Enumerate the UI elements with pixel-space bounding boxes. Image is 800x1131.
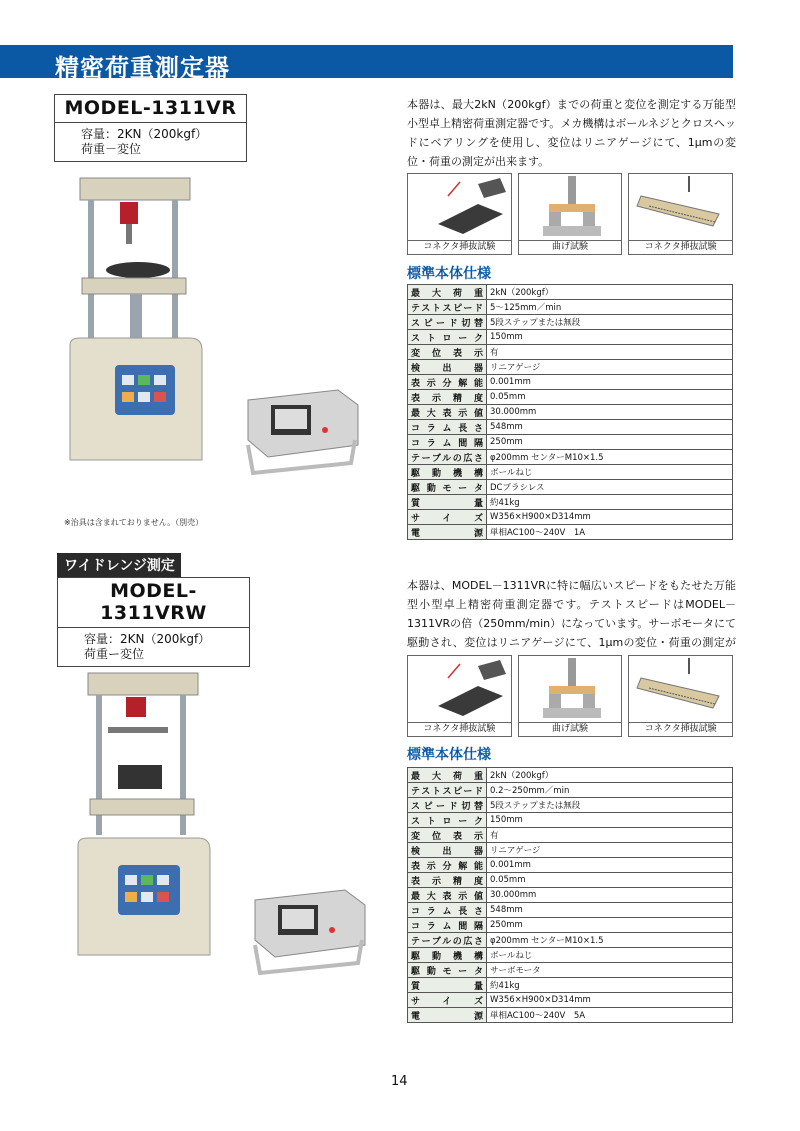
test-caption: コネクタ挿抜試験 [629,240,732,254]
spec-value: 0.05mm [487,390,733,405]
spec-value: φ200mm センターM10×1.5 [487,450,733,465]
spec-row [408,798,733,813]
spec-key: 電源 [408,1008,487,1023]
test-connector-1 [407,655,512,737]
spec-key: 検出器 [408,843,487,858]
spec-value: 150mm [487,813,733,828]
spec-key: テーブルの広さ [408,450,487,465]
description-1311vrw: 本器は、MODEL－1311VRに特に幅広いスピードをもたせた万能型小型卓上精密荷重測定器です。テストスピードはMODEL－1311VRの倍（250mm/min）になっています。サーボモータにて駆動され、変位はリニアゲージにて、1μmの変位・荷重の測定が [407,579,736,649]
spec-value: 30.000mm [487,888,733,903]
spec-row [408,918,733,933]
spec-value: 250mm [487,435,733,450]
spec-value: 5段ステップまたは無段 [487,315,733,330]
spec-key: テストスピード [408,783,487,798]
model-name: MODEL-1311VR [55,95,246,123]
spec-key: 表示精度 [408,390,487,405]
spec-value: 約41kg [487,978,733,993]
spec-value: 有 [487,828,733,843]
page-title: 精密荷重測定器 [55,54,230,82]
page-number: 14 [391,1074,408,1089]
spec-key: 最大表示値 [408,405,487,420]
spec-value: 250mm [487,918,733,933]
spec-key: 最大表示値 [408,888,487,903]
spec-value: 150mm [487,330,733,345]
spec-row [408,828,733,843]
page-title-bar [0,45,733,82]
spec-key: 表示分解能 [408,858,487,873]
spec-row [408,963,733,978]
spec-value: 2kN（200kgf） [487,768,733,783]
spec-key: 表示精度 [408,873,487,888]
spec-key: ストローク [408,330,487,345]
spec-row [408,888,733,903]
spec-key: スピード切替 [408,315,487,330]
spec-key: ストローク [408,813,487,828]
spec-row [408,465,733,480]
test-caption: コネクタ挿抜試験 [408,240,511,254]
spec-key: サイズ [408,993,487,1008]
model-box-1311vr [54,94,247,162]
test-bending-1 [518,655,623,737]
spec-row [408,873,733,888]
spec-row [408,858,733,873]
spec-row [408,813,733,828]
spec-row [408,768,733,783]
test-caption: コネクタ挿抜試験 [629,722,732,736]
spec-key: コラム間隔 [408,435,487,450]
spec-value: φ200mm センターM10×1.5 [487,933,733,948]
spec-value: ボールねじ [487,465,733,480]
spec-key: 駆動モータ [408,963,487,978]
machine-photo-1311vrw [68,665,218,965]
test-images-2 [407,655,733,737]
spec-key: サイズ [408,510,487,525]
spec-key: 表示分解能 [408,375,487,390]
spec-row [408,345,733,360]
spec-value: 単相AC100〜240V 1A [487,525,733,540]
spec-row [408,993,733,1008]
spec-row [408,315,733,330]
spec-row [408,450,733,465]
test-caption: 曲げ試験 [519,240,622,254]
spec-value: W356×H900×D314mm [487,993,733,1008]
spec-value: 548mm [487,903,733,918]
spec-key: 変位表示 [408,828,487,843]
model-box-1311vrw [57,577,250,667]
spec-key: テーブルの広さ [408,933,487,948]
spec-value: 5段ステップまたは無段 [487,798,733,813]
spec-row [408,405,733,420]
test-caption: 曲げ試験 [519,722,622,736]
spec-row [408,903,733,918]
spec-value: 約41kg [487,495,733,510]
spec-value: 0.001mm [487,375,733,390]
spec-value: リニアゲージ [487,360,733,375]
spec-row [408,978,733,993]
description-1311vr: 本器は、最大2kN（200kgf）までの荷重と変位を測定する万能型小型卓上精密荷重測定器です。メカ機構はボールネジとクロスヘッドにベアリングを使用し、変位はリニアゲージにて、1μmの変位・荷重の測定が出来ます。 [407,98,736,168]
capacity-text: 容量：2KN（200kgf） [81,127,208,141]
capacity-text: 容量：2KN（200kgf） [84,632,211,646]
spec-key: 駆動機構 [408,948,487,963]
spec-key: 駆動モータ [408,480,487,495]
spec-row [408,375,733,390]
spec-title-1: 標準本体仕様 [407,266,491,282]
spec-value: 単相AC100〜240V 5A [487,1008,733,1023]
spec-row [408,948,733,963]
spec-key: 最大荷重 [408,768,487,783]
spec-row [408,843,733,858]
measure-text: 荷重－変位 [81,142,142,156]
spec-row [408,480,733,495]
test-connector-2 [628,173,733,255]
spec-table-1311vrw [407,767,733,1023]
spec-key: コラム間隔 [408,918,487,933]
spec-row [408,525,733,540]
controller-photo-1 [243,385,363,480]
spec-key: 駆動機構 [408,465,487,480]
spec-key: 変位表示 [408,345,487,360]
jig-note: ※治具は含まれておりません。（別売） [64,518,204,527]
spec-key: 検出器 [408,360,487,375]
spec-table-1311vr [407,284,733,540]
test-bending-1 [518,173,623,255]
spec-key: 質量 [408,495,487,510]
test-images-1 [407,173,733,255]
spec-value: 有 [487,345,733,360]
spec-row [408,300,733,315]
controller-photo-2 [250,885,370,980]
spec-row [408,330,733,345]
spec-key: スピード切替 [408,798,487,813]
wide-range-badge: ワイドレンジ測定 [57,553,181,578]
spec-row [408,510,733,525]
spec-row [408,285,733,300]
spec-value: サーボモータ [487,963,733,978]
spec-row [408,783,733,798]
spec-value: 0.05mm [487,873,733,888]
spec-value: 548mm [487,420,733,435]
spec-key: 電源 [408,525,487,540]
spec-value: リニアゲージ [487,843,733,858]
spec-row [408,495,733,510]
test-connector-1 [407,173,512,255]
spec-value: W356×H900×D314mm [487,510,733,525]
spec-value: DCブラシレス [487,480,733,495]
spec-value: ボールねじ [487,948,733,963]
spec-row [408,435,733,450]
spec-key: コラム長さ [408,420,487,435]
spec-key: テストスピード [408,300,487,315]
spec-key: 質量 [408,978,487,993]
spec-value: 0.001mm [487,858,733,873]
machine-photo-1311vr [60,170,210,470]
test-connector-2 [628,655,733,737]
spec-value: 2kN（200kgf） [487,285,733,300]
model-name: MODEL-1311VRW [58,578,249,628]
test-caption: コネクタ挿抜試験 [408,722,511,736]
spec-value: 5〜125mm／min [487,300,733,315]
spec-row [408,360,733,375]
spec-row [408,933,733,948]
spec-row [408,390,733,405]
spec-value: 30.000mm [487,405,733,420]
measure-text: 荷重ー変位 [84,647,145,661]
spec-key: 最大荷重 [408,285,487,300]
spec-row [408,1008,733,1023]
spec-value: 0.2〜250mm／min [487,783,733,798]
spec-key: コラム長さ [408,903,487,918]
spec-title-2: 標準本体仕様 [407,747,491,763]
spec-row [408,420,733,435]
